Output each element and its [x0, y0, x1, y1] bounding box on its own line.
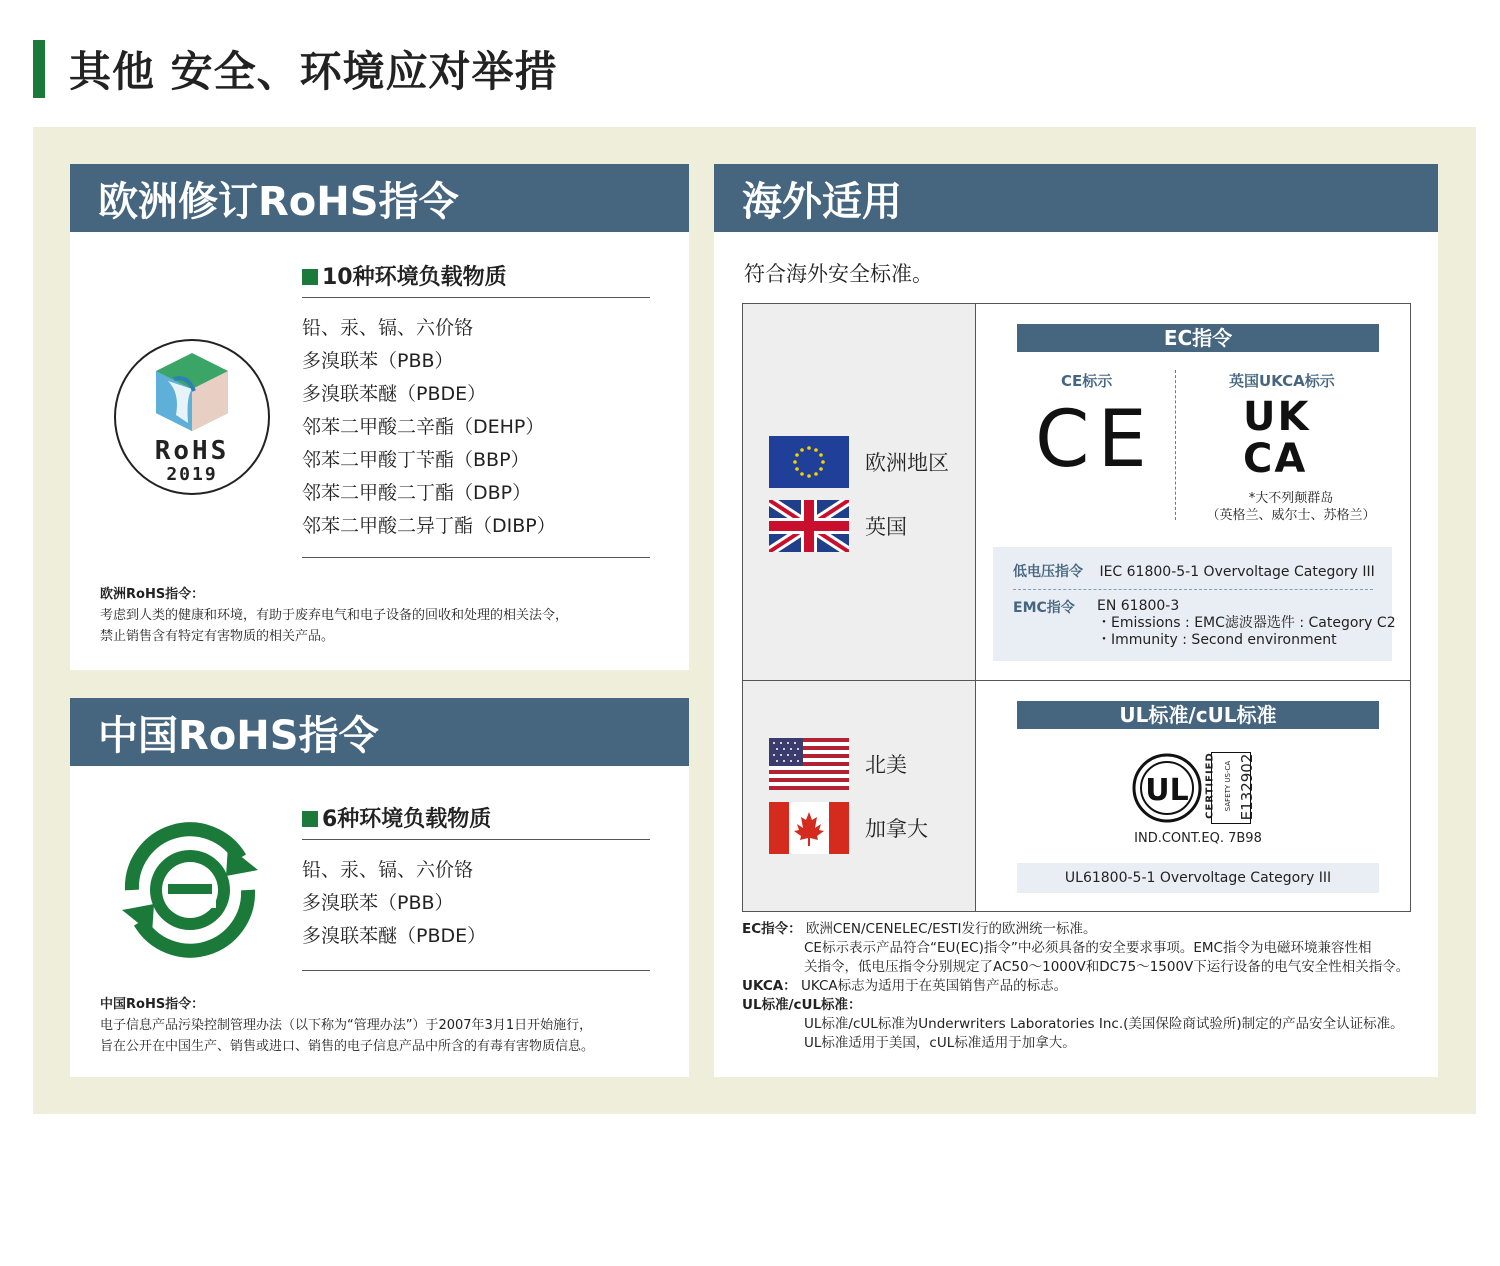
green-square-icon	[302, 269, 318, 285]
cn-note-line: 电子信息产品污染控制管理办法（以下称为“管理办法”）于2007年3月1日开始施行，	[100, 1018, 593, 1033]
ukca-mark-label: 英国UKCA标示	[1229, 372, 1335, 390]
canada-flag-icon	[769, 802, 849, 854]
ul-certified-text: CERTIFIED	[1204, 752, 1216, 819]
emc-value: ・Immunity : Second environment	[1097, 632, 1337, 648]
ul-spec-box: UL61800-5-1 Overvoltage Category III	[1017, 863, 1379, 893]
region-label-ca: 加拿大	[865, 817, 928, 841]
overseas-card	[714, 164, 1438, 1077]
ukca-note-line: （英格兰、威尔士、苏格兰）	[1206, 508, 1376, 523]
foot-ec-line: CE标示表示产品符合“EU(EC)指令”中必须具备的安全要求事项。EMC指令为电磁环境兼容性相	[804, 940, 1372, 956]
ul-standard-bar: UL标准/cUL标准	[1017, 701, 1379, 729]
eu-substance-list	[302, 312, 650, 558]
emc-value: ・Emissions : EMC滤波器选件 : Category C2	[1097, 615, 1396, 631]
title-accent-bar	[33, 40, 45, 98]
eu-note-line: 考虑到人类的健康和环境，有助于废弃电气和电子设备的回收和处理的相关法令，	[100, 608, 569, 623]
rohs-logo-year: 2019	[166, 464, 218, 485]
mark-separator	[1175, 370, 1176, 520]
low-voltage-value: IEC 61800-5-1 Overvoltage Category III	[1099, 564, 1375, 580]
list-item: 邻苯二甲酸二辛酯（DEHP）	[302, 416, 545, 438]
overseas-footnotes	[742, 920, 1409, 1053]
foot-ul-key: UL标准/cUL标准：	[742, 997, 862, 1013]
foot-ul-line: UL标准/cUL标准为Underwriters Laboratories Inc.(美国保险商试验所)制定的产品安全认证标准。	[804, 1016, 1404, 1032]
ec-spec-box	[993, 547, 1396, 661]
ukca-note-line: *大不列颠群岛	[1248, 491, 1334, 506]
list-item: 多溴联苯（PBB）	[302, 892, 454, 914]
ul-ind-cont: IND.CONT.EQ. 7B98	[1134, 831, 1262, 846]
uk-flag-icon	[769, 500, 849, 552]
list-item: 多溴联苯（PBB）	[302, 350, 454, 372]
ukca-note	[1191, 490, 1391, 524]
svg-text:UL: UL	[1145, 773, 1189, 808]
cn-note-title: 中国RoHS指令：	[100, 997, 205, 1012]
list-item: 铅、汞、镉、六价铬	[302, 859, 474, 881]
eu-flag-icon	[769, 436, 849, 488]
china-rohs-e-logo	[110, 810, 270, 970]
cn-substance-heading	[302, 802, 650, 840]
ce-mark-label: CE标示	[1061, 372, 1113, 390]
ul-safety-text: SAFETY US-CA	[1224, 760, 1232, 812]
cn-substance-heading-text: 6种环境负载物质	[322, 807, 492, 832]
rohs-logo-text: RoHS	[154, 436, 230, 466]
standards-table	[742, 303, 1411, 912]
eu-rohs-note	[100, 584, 568, 647]
overseas-intro: 符合海外安全标准。	[744, 262, 933, 286]
emc-key: EMC指令	[1013, 600, 1075, 616]
ul-number-frame	[1211, 752, 1251, 824]
list-item: 邻苯二甲酸二丁酯（DBP）	[302, 482, 532, 504]
overseas-header: 海外适用	[714, 164, 1438, 232]
foot-ec-line: 欧洲CEN/CENELEC/ESTI发行的欧洲统一标准。	[805, 921, 1097, 937]
region-label-uk: 英国	[865, 515, 907, 539]
eu-substance-heading	[302, 260, 650, 298]
region-na	[769, 738, 907, 790]
emc-values	[1097, 598, 1396, 649]
foot-ukca-line: UKCA标志为适用于在英国销售产品的标志。	[800, 978, 1068, 994]
eu-rohs-card	[70, 164, 689, 670]
eu-rohs-header: 欧洲修订RoHS指令	[70, 164, 689, 232]
list-item: 铅、汞、镉、六价铬	[302, 317, 474, 339]
emc-row	[1013, 597, 1075, 617]
list-item: 邻苯二甲酸丁苄酯（BBP）	[302, 449, 530, 471]
foot-ec-line: 关指令，低电压指令分别规定了AC50～1000V和DC75～1500V下运行设备的电气安全性相关指令。	[804, 959, 1410, 975]
recycle-e-icon	[110, 810, 270, 970]
low-voltage-key: 低电压指令	[1013, 564, 1083, 580]
page-title-area	[33, 40, 558, 98]
ce-mark-icon: CE	[1035, 395, 1155, 485]
cn-rohs-header: 中国RoHS指令	[70, 698, 689, 766]
eu-note-title: 欧洲RoHS指令：	[100, 587, 205, 602]
ul-certified-mark	[1131, 750, 1261, 826]
cn-note-line: 旨在公开在中国生产、销售或进口、销售的电子信息产品中所含的有毒有害物质信息。	[100, 1039, 595, 1054]
region-label-na: 北美	[865, 753, 907, 777]
green-square-icon	[302, 811, 318, 827]
foot-ukca-key: UKCA：	[742, 978, 797, 994]
region-eu	[769, 436, 949, 488]
ul-logo-icon	[1131, 750, 1203, 826]
cn-rohs-note	[100, 994, 594, 1057]
eu-substance-heading-text: 10种环境负载物质	[322, 265, 507, 290]
ukca-mark-icon	[1243, 396, 1325, 480]
list-item: 多溴联苯醚（PBDE）	[302, 383, 487, 405]
ukca-mark-bottom: CA	[1243, 436, 1308, 482]
cn-rohs-card	[70, 698, 689, 1077]
cn-substance-list	[302, 854, 650, 971]
ukca-mark-top: UK	[1243, 394, 1311, 440]
region-ca	[769, 802, 928, 854]
page-title: 其他 安全、环境应对举措	[69, 47, 558, 96]
ul-file-number: E132902	[1238, 753, 1256, 821]
region-uk	[769, 500, 907, 552]
low-voltage-row	[1013, 561, 1375, 581]
foot-ec-key: EC指令：	[742, 921, 802, 937]
table-divider	[743, 680, 1410, 681]
foot-ul-line: UL标准适用于美国，cUL标准适用于加拿大。	[804, 1035, 1076, 1051]
spec-separator	[1013, 589, 1373, 590]
rohs-2019-logo	[114, 339, 270, 495]
region-label-eu: 欧洲地区	[865, 451, 949, 475]
emc-value: EN 61800-3	[1097, 598, 1180, 614]
list-item: 多溴联苯醚（PBDE）	[302, 925, 487, 947]
ec-directive-bar: EC指令	[1017, 324, 1379, 352]
list-item: 邻苯二甲酸二异丁酯（DIBP）	[302, 515, 556, 537]
us-flag-icon	[769, 738, 849, 790]
eu-note-line: 禁止销售含有特定有害物质的相关产品。	[100, 629, 335, 644]
